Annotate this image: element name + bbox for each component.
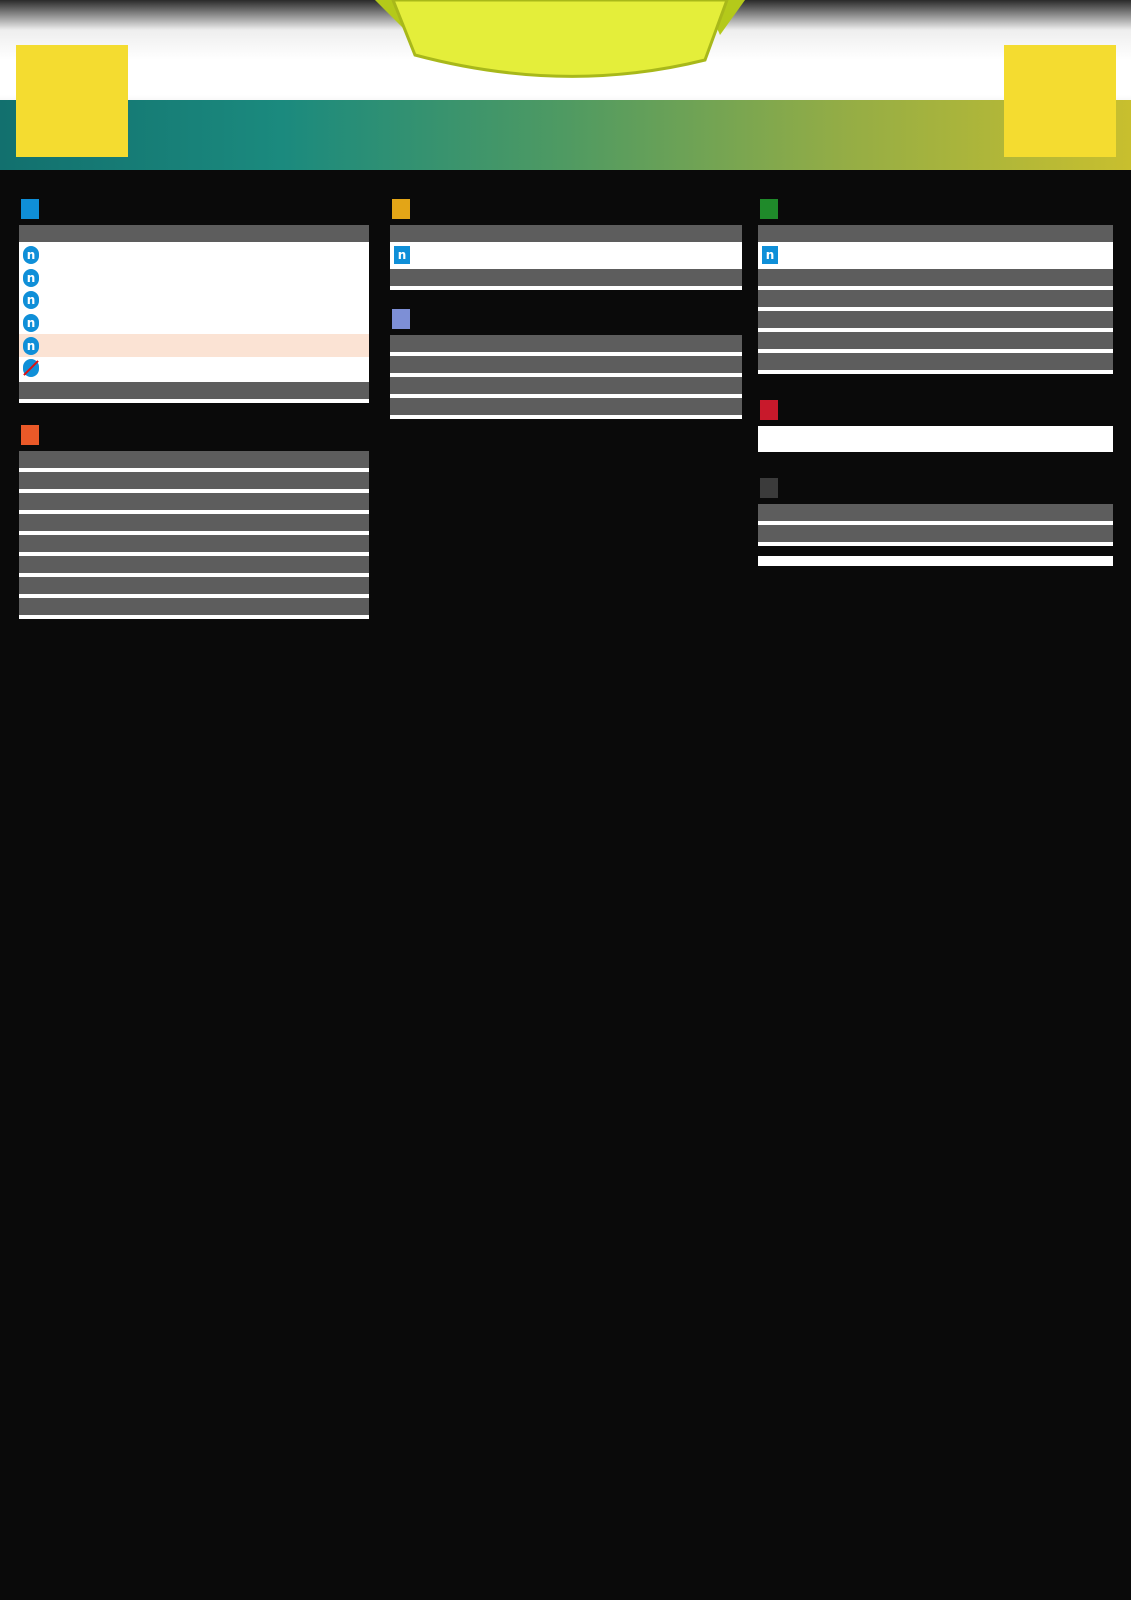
array-properties <box>758 242 1113 269</box>
subheader <box>390 356 742 373</box>
date-locale-methods <box>390 415 742 419</box>
number-icon: n <box>23 337 39 355</box>
list-item <box>19 334 369 357</box>
number-icon: n <box>23 291 39 309</box>
boolean-icon <box>760 400 778 420</box>
regexp-icon <box>21 425 39 445</box>
subheader <box>19 472 369 489</box>
subheader <box>19 535 369 552</box>
section-title-number <box>19 193 369 225</box>
function-icon <box>760 478 778 498</box>
number-icon: n <box>23 246 39 264</box>
subheader <box>19 382 369 399</box>
subheader <box>390 335 742 352</box>
column-right <box>758 193 1113 566</box>
number-icon: n <box>762 246 778 264</box>
nan-icon <box>23 359 39 377</box>
list-item <box>19 289 369 312</box>
boolean-box <box>758 426 1113 453</box>
subheader <box>758 504 1113 521</box>
section-title-string <box>390 193 742 225</box>
number-icon: n <box>394 246 410 264</box>
header-band <box>0 100 1131 170</box>
subheader <box>19 577 369 594</box>
column-middle <box>390 193 742 419</box>
subheader <box>19 556 369 573</box>
boolean-note <box>758 428 1113 451</box>
subheader <box>390 398 742 415</box>
number-properties <box>19 242 369 382</box>
section-title-function <box>758 472 1113 504</box>
subheader <box>758 311 1113 328</box>
regexp-assertions <box>19 615 369 619</box>
subheader <box>390 269 742 286</box>
list-item <box>19 244 369 267</box>
js-logo-left <box>16 45 128 157</box>
section-title-regexp <box>19 419 369 451</box>
legend <box>758 556 1113 566</box>
list-item <box>758 244 1113 267</box>
subheader <box>758 225 1113 242</box>
number-icon: n <box>23 269 39 287</box>
list-item <box>19 357 369 380</box>
list-item <box>19 312 369 335</box>
subheader <box>758 269 1113 286</box>
section-title-date <box>390 303 742 335</box>
function-methods <box>758 542 1113 546</box>
subheader <box>758 332 1113 349</box>
column-left <box>19 193 369 619</box>
subheader <box>758 290 1113 307</box>
subheader <box>19 493 369 510</box>
ribbon-banner <box>375 0 745 92</box>
subheader <box>19 514 369 531</box>
subheader <box>390 377 742 394</box>
subheader <box>758 525 1113 542</box>
number-icon: n <box>23 314 39 332</box>
list-item <box>390 244 742 267</box>
subheader <box>19 225 369 242</box>
subheader <box>19 451 369 468</box>
number-icon <box>21 199 39 219</box>
list-item <box>19 267 369 290</box>
array-icon <box>760 199 778 219</box>
date-icon <box>392 309 410 329</box>
subheader <box>19 598 369 615</box>
js-logo-right <box>1004 45 1116 157</box>
section-title-boolean <box>758 394 1113 426</box>
subheader <box>758 353 1113 370</box>
string-properties <box>390 242 742 269</box>
subheader <box>390 225 742 242</box>
header <box>0 0 1131 170</box>
section-title-array <box>758 193 1113 225</box>
array-ops-diagram <box>1010 1040 1120 1085</box>
string-icon <box>392 199 410 219</box>
